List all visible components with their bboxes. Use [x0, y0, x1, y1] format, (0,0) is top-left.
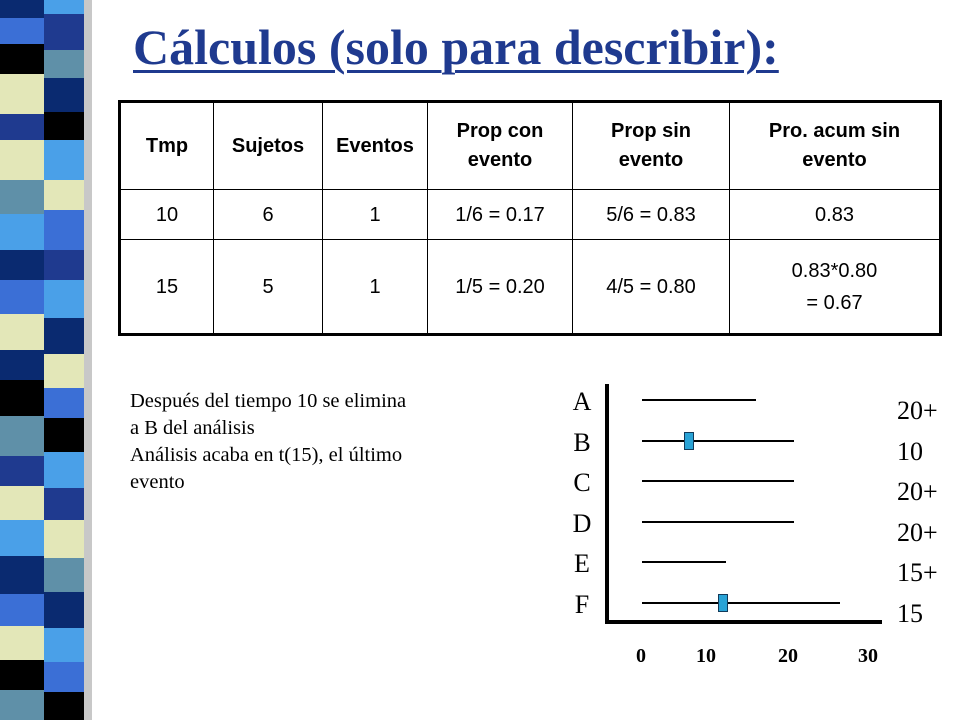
cell-sujetos: 5	[214, 240, 323, 335]
header-prop-sin-evento: Prop sin evento	[573, 102, 730, 190]
subject-label: B	[573, 427, 591, 457]
event-marker	[684, 432, 694, 450]
follow-up-line	[642, 561, 726, 563]
cell-eventos: 1	[323, 190, 428, 240]
follow-up-line	[642, 480, 794, 482]
note-line: evento	[130, 471, 185, 493]
survival-table	[118, 100, 942, 336]
header-sujetos: Sujetos	[214, 102, 323, 190]
subject-label: C	[573, 468, 591, 497]
table-row	[120, 240, 941, 335]
cell-pro-acum-line1: 0.83*0.80	[791, 259, 878, 282]
subject-time-value: 20+	[897, 477, 938, 506]
axis-tick-label: 10	[696, 645, 716, 667]
table-header-row	[120, 102, 941, 190]
follow-up-line	[642, 440, 794, 442]
subject-label: F	[574, 589, 590, 619]
timeline-y-axis	[605, 384, 609, 624]
slide-title: Cálculos (solo para describir):	[133, 19, 779, 75]
cell-prop-sin: 5/6 = 0.83	[573, 190, 730, 240]
axis-tick-label: 20	[778, 645, 798, 667]
subject-time-value: 15+	[897, 558, 938, 587]
cell-tmp: 10	[120, 190, 214, 240]
follow-up-line	[642, 399, 756, 401]
cell-sujetos: 6	[214, 190, 323, 240]
explanation-text	[130, 388, 550, 496]
cell-pro-acum-line2: = 0.67	[806, 291, 863, 314]
subject-time-value: 20+	[897, 396, 938, 425]
cell-prop-sin: 4/5 = 0.80	[573, 240, 730, 335]
event-marker	[718, 594, 728, 612]
axis-tick-label: 0	[636, 645, 646, 667]
table-row	[120, 190, 941, 240]
stripe-shadow	[84, 0, 92, 720]
cell-pro-acum: 0.83	[730, 190, 941, 240]
subject-time-value: 15	[897, 598, 923, 628]
cell-prop-con: 1/5 = 0.20	[428, 240, 573, 335]
follow-up-line	[642, 602, 840, 604]
header-pro-acum: Pro. acum sin evento	[730, 102, 941, 190]
decorative-stripe	[0, 0, 84, 720]
note-line: Después del tiempo 10 se elimina	[130, 390, 407, 412]
timeline-x-axis	[605, 620, 882, 624]
cell-prop-con: 1/6 = 0.17	[428, 190, 573, 240]
subject-label: A	[572, 387, 592, 416]
header-tmp: Tmp	[120, 102, 214, 190]
subject-time-value: 10	[897, 436, 923, 466]
subject-time-value: 20+	[897, 517, 938, 547]
cell-pro-acum	[730, 240, 941, 335]
cell-eventos: 1	[323, 240, 428, 335]
header-prop-con-evento: Prop con evento	[428, 102, 573, 190]
header-eventos: Eventos	[323, 102, 428, 190]
axis-tick-label: 30	[858, 645, 878, 667]
note-line: Análisis acaba en t(15), el último	[130, 444, 403, 466]
subject-label: D	[572, 508, 592, 538]
follow-up-line	[642, 521, 794, 523]
subject-label: E	[574, 549, 590, 578]
cell-tmp: 15	[120, 240, 214, 335]
note-line: a B del análisis	[130, 417, 255, 439]
